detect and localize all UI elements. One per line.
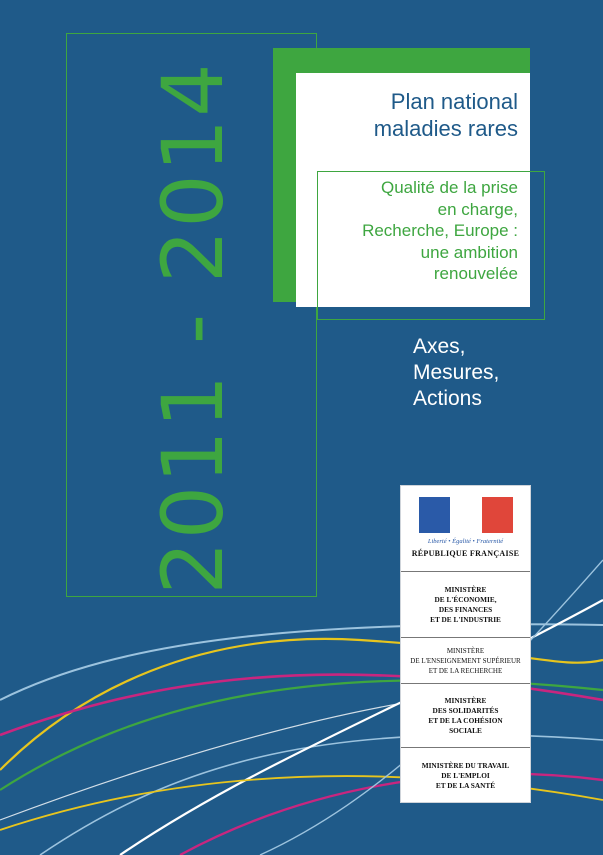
document-title (310, 88, 518, 142)
marianne-flag-icon (419, 497, 513, 533)
ministry-labour-health: MINISTÈRE DU TRAVAIL DE L'EMPLOI ET DE LA SANTÉ (421, 760, 510, 790)
republic-name: RÉPUBLIQUE FRANÇAISE (411, 549, 520, 558)
axes-line: Actions (413, 387, 482, 410)
wave-magenta-2 (180, 774, 603, 855)
ministry-solidarity: MINISTÈRE DES SOLIDARITÉS ET DE LA COHÉSION SOCIALE (401, 684, 530, 748)
title-line: maladies rares (373, 116, 518, 141)
subtitle-line: renouvelée (433, 264, 518, 283)
subtitle-line: Qualité de la prise (380, 178, 518, 197)
ministry-economy: MINISTÈRE DE L'ÉCONOMIE, DES FINANCES ET DE L'INDUSTRIE (401, 572, 530, 638)
subtitle (300, 177, 518, 285)
ministries-logo-block (400, 485, 531, 803)
year-range: 2011 - 2014 (144, 61, 242, 595)
axes-line: Axes, (413, 335, 466, 358)
republique-francaise-logo (401, 486, 530, 572)
axes-heading (413, 334, 499, 412)
ministry-higher-education: MINISTÈRE DE L'ENSEIGNEMENT SUPÉRIEUR ET DE LA RECHERCHE (401, 638, 530, 684)
subtitle-line: Recherche, Europe : (362, 221, 518, 240)
axes-line: Mesures, (413, 361, 500, 384)
title-line: Plan national (390, 89, 518, 114)
republic-motto: Liberté • Égalité • Fraternité (427, 538, 504, 545)
subtitle-line: une ambition (420, 242, 518, 262)
subtitle-line: en charge, (437, 199, 518, 219)
